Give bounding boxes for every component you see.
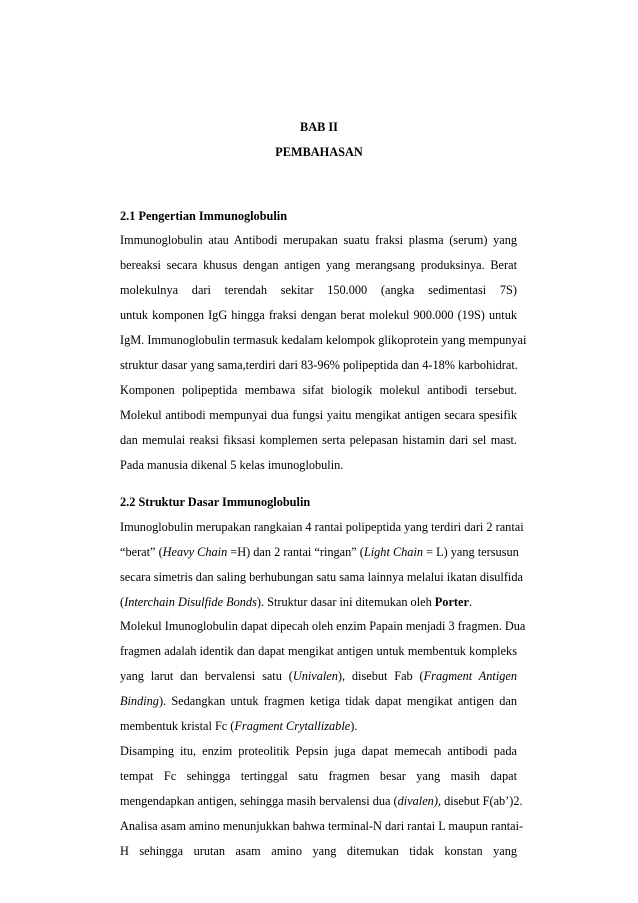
text-run: “berat” ( bbox=[120, 545, 163, 559]
italic-term: Heavy Chain bbox=[162, 545, 228, 559]
italic-term: Light Chain bbox=[363, 545, 424, 559]
body-line bbox=[120, 668, 517, 684]
text-run: ( bbox=[120, 595, 125, 609]
section-2-heading: 2.2 Struktur Dasar Immunoglobulin bbox=[120, 495, 311, 509]
body-line: untuk komponen IgG hingga fraksi dengan berat molekul 900.000 (19S) untuk bbox=[120, 308, 517, 322]
text-run: yang larut dan bervalensi satu ( bbox=[120, 669, 293, 683]
body-line: Immunoglobulin atau Antibodi merupakan suatu fraksi plasma (serum) yang bbox=[120, 233, 517, 247]
body-line: Molekul antibodi mempunyai dua fungsi yaitu mengikat antigen secara spesifik bbox=[120, 408, 517, 422]
body-line: Pada manusia dikenal 5 kelas imunoglobulin. bbox=[120, 458, 344, 472]
text-run: ). bbox=[350, 719, 358, 733]
body-line: Imunoglobulin merupakan rangkaian 4 rantai polipeptida yang terdiri dari 2 rantai bbox=[120, 520, 524, 534]
text-run: . bbox=[468, 595, 473, 609]
text-run: membentuk kristal Fc ( bbox=[120, 719, 235, 733]
italic-term: divalen), bbox=[397, 794, 441, 808]
italic-term: Fragment Crytallizable bbox=[234, 719, 351, 733]
body-line: struktur dasar yang sama,terdiri dari 83-96% polipeptida dan 4-18% karbohidrat. bbox=[120, 358, 518, 372]
italic-term: Univalen bbox=[292, 669, 338, 683]
body-line: Analisa asam amino menunjukkan bahwa terminal-N dari rantai L maupun rantai- bbox=[120, 819, 524, 833]
text-run: ). Struktur dasar ini ditemukan oleh bbox=[256, 595, 435, 609]
chapter-title: PEMBAHASAN bbox=[275, 145, 363, 159]
body-line bbox=[120, 793, 523, 809]
body-line: bereaksi secara khusus dengan antigen yang merangsang produksinya. Berat bbox=[120, 258, 517, 272]
text-run: = L) yang tersusun bbox=[423, 545, 519, 559]
body-line: Molekul Imunoglobulin dapat dipecah oleh enzim Papain menjadi 3 fragmen. Dua bbox=[120, 619, 526, 633]
body-line: Komponen polipeptida membawa sifat biologik molekul antibodi tersebut. bbox=[120, 383, 517, 397]
italic-term: Binding bbox=[120, 694, 159, 708]
italic-term: Interchain Disulfide Bonds bbox=[124, 595, 257, 609]
text-run: disebut F(ab’)2. bbox=[441, 794, 523, 808]
body-line: molekulnya dari terendah sekitar 150.000 (angka sedimentasi 7S) bbox=[120, 283, 517, 297]
bold-term: Porter bbox=[434, 595, 469, 609]
section-1-heading: 2.1 Pengertian Immunoglobulin bbox=[120, 209, 288, 223]
body-line bbox=[120, 718, 517, 734]
body-line: dan memulai reaksi fiksasi komplemen serta pelepasan histamin dari sel mast. bbox=[120, 433, 517, 447]
body-line bbox=[120, 544, 517, 560]
body-line bbox=[120, 693, 517, 709]
body-line: IgM. Immunoglobulin termasuk kedalam kelompok glikoprotein yang mempunyai bbox=[120, 333, 527, 347]
text-run: mengendapkan antigen, sehingga masih bervalensi dua ( bbox=[120, 794, 398, 808]
text-run: ). Sedangkan untuk fragmen ketiga tidak dapat mengikat antigen dan bbox=[158, 694, 517, 708]
text-run: =H) dan 2 rantai “ringan” ( bbox=[227, 545, 364, 559]
body-line bbox=[120, 594, 517, 610]
body-line: tempat Fc sehingga tertinggal satu fragmen besar yang masih dapat bbox=[120, 769, 517, 783]
body-line: Disamping itu, enzim proteolitik Pepsin juga dapat memecah antibodi pada bbox=[120, 744, 517, 758]
body-line: secara simetris dan saling berhubungan satu sama lainnya melalui ikatan disulfida bbox=[120, 570, 523, 584]
body-line: fragmen adalah identik dan dapat mengikat antigen untuk membentuk kompleks bbox=[120, 644, 517, 658]
body-line: H sehingga urutan asam amino yang ditemukan tidak konstan yang bbox=[120, 844, 517, 858]
chapter-label: BAB II bbox=[300, 120, 338, 134]
italic-term: Fragment Antigen bbox=[423, 669, 517, 683]
text-run: ), disebut Fab ( bbox=[337, 669, 424, 683]
